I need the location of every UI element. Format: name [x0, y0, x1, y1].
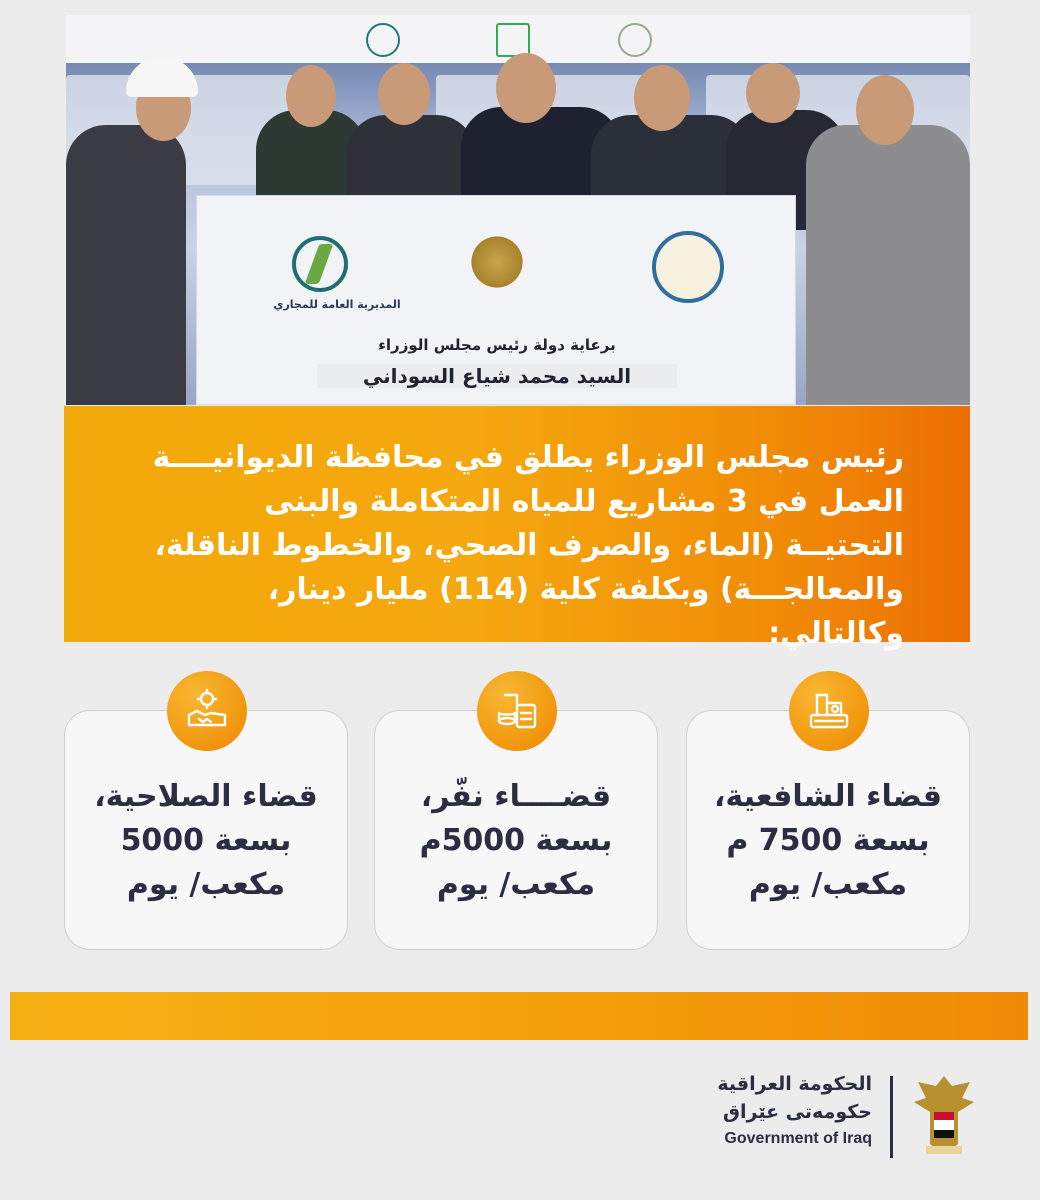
bottom-accent-bar — [10, 992, 1028, 1040]
person-head — [496, 53, 556, 123]
person-head — [856, 75, 914, 145]
headline-block — [64, 406, 970, 651]
card-text: قضــــاء نفّر، بسعة 5000م مكعب/ يوم — [419, 779, 613, 902]
gov-name-kurdish: حکومەتی عێراق — [723, 1101, 872, 1123]
person — [806, 125, 970, 405]
person-head — [378, 63, 430, 125]
footer-divider — [890, 1076, 893, 1158]
government-wordmark — [717, 1070, 872, 1152]
person-head — [634, 65, 690, 131]
sewage-directorate-logo — [292, 236, 348, 292]
stand-name-line: السيد محمد شياع السوداني — [317, 364, 677, 388]
hard-hat — [126, 57, 198, 97]
iraq-eagle-emblem — [912, 1072, 976, 1158]
handshake-gear-icon — [167, 671, 247, 751]
card-text: قضاء الصلاحية، بسعة 5000 مكعب/ يوم — [94, 779, 318, 902]
person — [66, 125, 186, 405]
person-head — [746, 63, 800, 123]
project-card-shafiya — [686, 710, 970, 950]
province-logo — [652, 231, 724, 303]
project-card-nuffar — [374, 710, 658, 950]
province-logo — [618, 23, 652, 57]
water-plant-icon — [789, 671, 869, 751]
card-text: قضاء الشافعية، بسعة 7500 م مكعب/ يوم — [713, 779, 942, 902]
stand-sponsor-line: برعاية دولة رئيس مجلس الوزراء — [378, 336, 616, 354]
ceremony-stand — [196, 195, 796, 405]
project-card-salahiya — [64, 710, 348, 950]
event-photo — [66, 15, 970, 405]
sewage-directorate-logo — [366, 23, 400, 57]
stand-org-label: المديرية العامة للمجاري — [273, 298, 401, 311]
iraq-emblem-logo — [496, 23, 530, 57]
iraq-eagle-emblem — [462, 226, 532, 306]
gov-name-english: Government of Iraq — [724, 1130, 872, 1147]
gov-name-arabic: الحكومة العراقية — [717, 1073, 872, 1095]
person-head — [286, 65, 336, 127]
headline-text: رئيس مجلس الوزراء يطلق في محافظة الديوانيــــة العمل في 3 مشاريع للمياه المتكاملة والبنى التحتيــة (الماء، والصرف الصحي، والخطوط الناقلة، والمعالجـــة) وبكلفة كلية (114) مليار دينار، وكالتالي: — [152, 440, 904, 651]
water-tanks-icon — [477, 671, 557, 751]
